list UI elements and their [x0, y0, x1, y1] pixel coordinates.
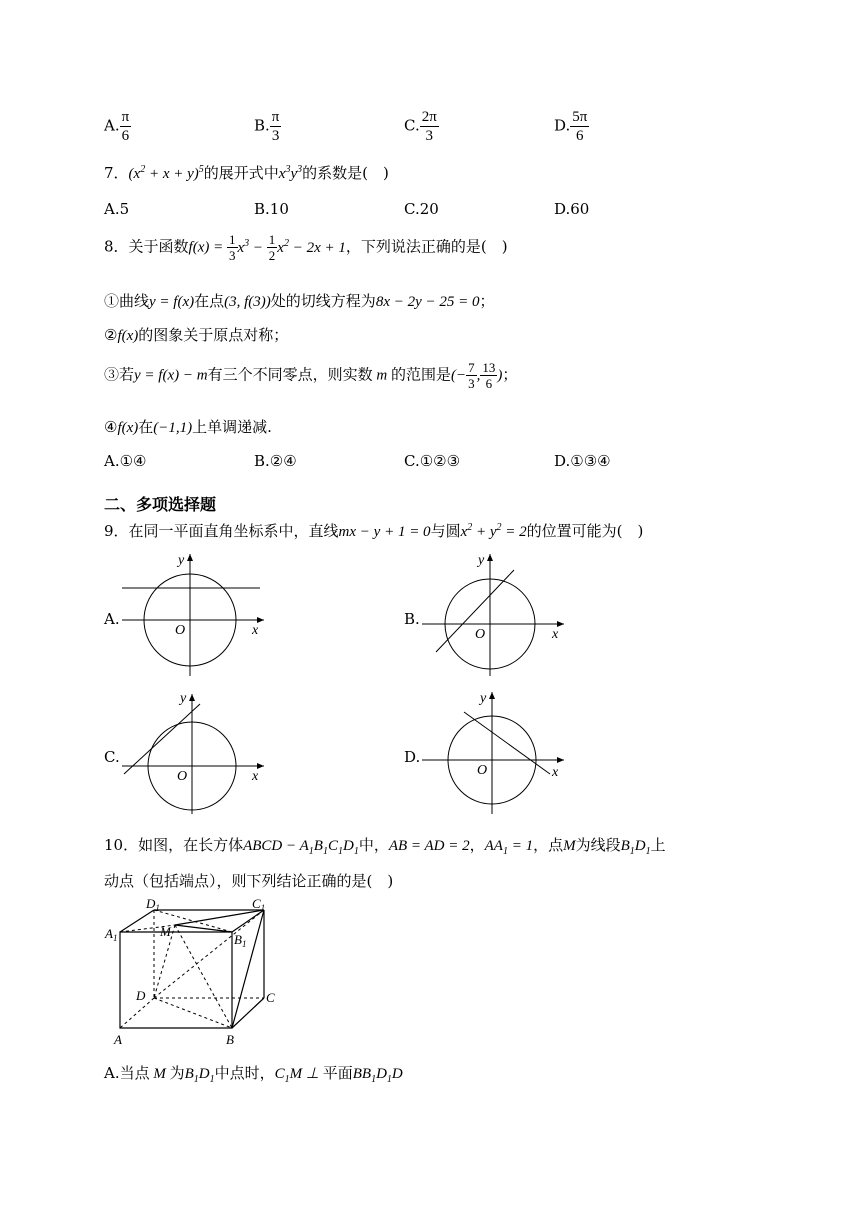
svg-text:B: B [226, 1032, 234, 1047]
question-9: 9．在同一平面直角坐标系中，直线mx − y + 1 = 0与圆$x^2 + y^2 = 2$的位置可能为( ) [104, 522, 644, 540]
origin-label: O [177, 769, 188, 784]
axis-y-label: y [478, 553, 485, 568]
svg-text:C1: $C_1$ [252, 896, 266, 913]
axis-x-label: x [552, 765, 559, 780]
axis-y-label: y [480, 691, 487, 706]
q6-option-c: C. $\frac{2\pi}{3}$ [404, 109, 437, 144]
origin-label: O [475, 627, 486, 642]
axis-x-label: x [252, 769, 259, 784]
svg-text:B1: $B_1$ [234, 932, 247, 949]
q9-option-a-label: A. [104, 610, 120, 628]
q6-option-b: B. $\frac{\pi}{3}$ [254, 109, 280, 144]
svg-text:D: D [136, 988, 146, 1003]
axis-y-label: y [180, 691, 187, 706]
q9-figure-a [118, 550, 268, 680]
question-8: 8．关于函数f(x) = $\frac{1}{3}$ $x^3$ − $\frac{1}{2}$ $x^2 - 2x + 1$，下列说法正确的是( ) [104, 232, 508, 263]
q9-option-c-label: C. [104, 748, 120, 766]
svg-text:D1: $D_1$ [146, 896, 160, 913]
q8-option-a: A.①④ [104, 452, 147, 470]
origin-label: O [175, 623, 186, 638]
q8-statement-2: ②f(x)的图象关于原点对称； [104, 326, 289, 344]
q7-option-a: A.5 [104, 200, 130, 218]
q6-option-d: D. $\frac{5\pi}{6}$ [554, 109, 588, 144]
q9-figure-c [118, 688, 268, 818]
q7-option-d: D.60 [554, 200, 590, 218]
question-7: 7．$(x^2 + x + y)^5$的展开式中$x^3y^3$的系数是( ) [104, 164, 389, 182]
svg-text:A1: $A_1$ [105, 926, 118, 943]
q8-option-d: D.①③④ [554, 452, 611, 470]
q9-figure-d [418, 688, 568, 818]
axis-x-label: x [252, 623, 259, 638]
cuboid-figure [104, 896, 284, 1050]
q6-option-a: A. $\frac{\pi}{6}$ [104, 109, 130, 144]
q7-option-c: C.20 [404, 200, 439, 218]
q9-option-b-label: B. [404, 610, 420, 628]
q9-option-d-label: D. [404, 748, 421, 766]
axis-y-label: y [178, 553, 185, 568]
q8-statement-4: ④f(x)在(−1,1)上单调递减. [104, 418, 272, 436]
q8-option-b: B.②④ [254, 452, 297, 470]
q8-statement-1: ①曲线y = f(x)在点(3, f(3))处的切线方程为8x − 2y − 25 = 0； [104, 292, 495, 310]
q10-option-a: A.当点 M 为$B_1D_1$中点时，$C_1M$ ⊥ 平面$BB_1D_1D$ [104, 1064, 403, 1085]
q7-option-b: B.10 [254, 200, 289, 218]
origin-label: O [477, 763, 488, 778]
q9-figure-b [418, 550, 568, 680]
svg-text:A: A [114, 1032, 122, 1047]
svg-text:M: M [160, 924, 171, 939]
question-10-line2: 动点（包括端点），则下列结论正确的是( ) [104, 872, 394, 890]
axis-x-label: x [552, 627, 559, 642]
question-10: 10．如图，在长方体ABCD − $A_1B_1C_1D_1$中，AB = AD = 2，$AA_1 = 1$，点M为线段$B_1D_1$上 [104, 836, 666, 857]
q8-statement-3: ③若y = f(x) − m有三个不同零点，则实数 m 的范围是(− $\frac{7}{3}$ , $\frac{13}{6}$ )； [104, 360, 518, 391]
svg-text:C: C [266, 990, 275, 1005]
q8-option-c: C.①②③ [404, 452, 461, 470]
section-heading: 二、多项选择题 [104, 495, 217, 514]
